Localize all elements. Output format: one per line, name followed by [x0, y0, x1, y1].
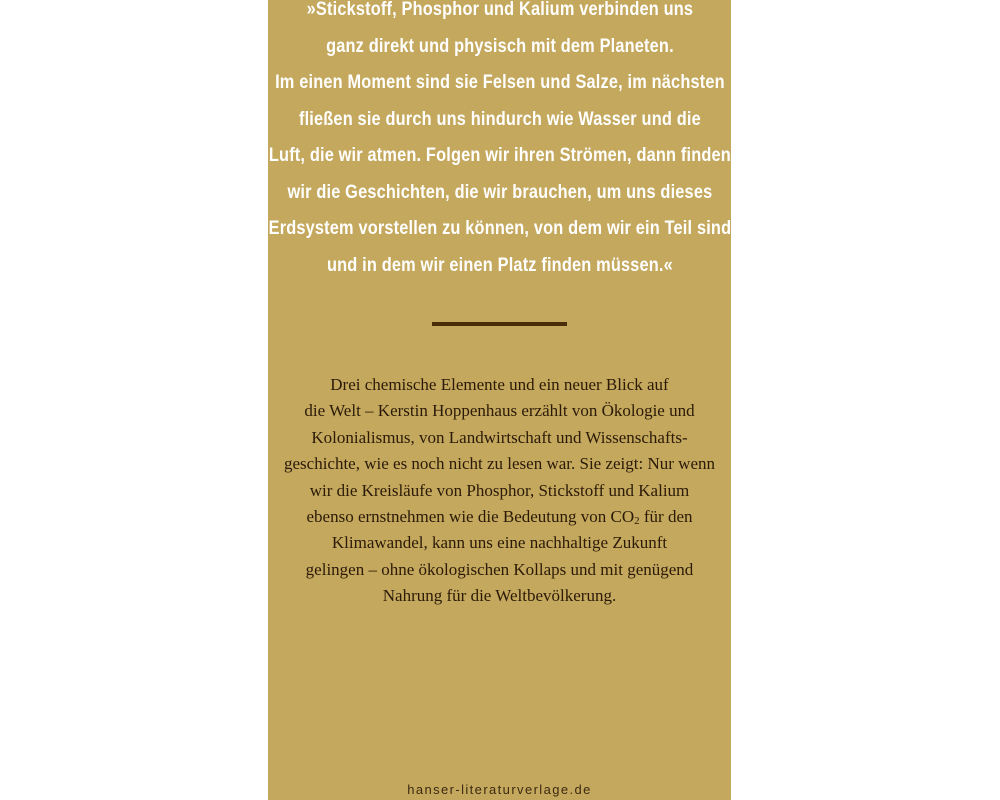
book-description — [268, 372, 731, 610]
description-line: die Welt – Kerstin Hoppenhaus erzählt von Ökologie und — [304, 401, 695, 421]
description-line: wir die Kreisläufe von Phosphor, Stickstoff und Kalium — [309, 480, 690, 500]
co2-line-after: für den — [639, 507, 693, 527]
quote-line: fließen sie durch uns hindurch wie Wasser und die — [298, 108, 701, 130]
quote-line: ganz direkt und physisch mit dem Planeten. — [326, 35, 674, 57]
book-back-cover — [268, 0, 731, 800]
description-line-co2 — [268, 504, 731, 530]
divider-rule — [432, 322, 567, 326]
quote-line: Luft, die wir atmen. Folgen wir ihren Strömen, dann finden — [268, 145, 731, 166]
quote-line: und in dem wir einen Platz finden müssen.« — [326, 254, 673, 276]
quote-line: Erdsystem vorstellen zu können, von dem wir ein Teil sind — [268, 218, 731, 239]
description-line: Klimawandel, kann uns eine nachhaltige Zukunft — [331, 533, 668, 553]
pull-quote — [268, 0, 731, 284]
description-line: geschichte, wie es noch nicht zu lesen war. Sie zeigt: Nur wenn — [283, 454, 715, 474]
co2-line-before: ebenso ernstnehmen wie die Bedeutung von CO — [306, 507, 635, 527]
publisher-website: hanser-literaturverlage.de — [407, 782, 592, 797]
quote-line: »Stickstoff, Phosphor und Kalium verbinden uns — [306, 0, 694, 20]
description-line: Drei chemische Elemente und ein neuer Blick auf — [330, 375, 669, 394]
description-line: Kolonialismus, von Landwirtschaft und Wissenschafts- — [311, 427, 688, 447]
quote-line: wir die Geschichten, die wir brauchen, um uns dieses — [287, 181, 713, 203]
description-line: Nahrung für die Weltbevölkerung. — [382, 586, 617, 606]
co2-subscript: 2 — [634, 515, 640, 528]
description-line: gelingen – ohne ökologischen Kollaps und mit genügend — [305, 559, 694, 579]
quote-line: Im einen Moment sind sie Felsen und Salze, im nächsten — [275, 72, 725, 93]
